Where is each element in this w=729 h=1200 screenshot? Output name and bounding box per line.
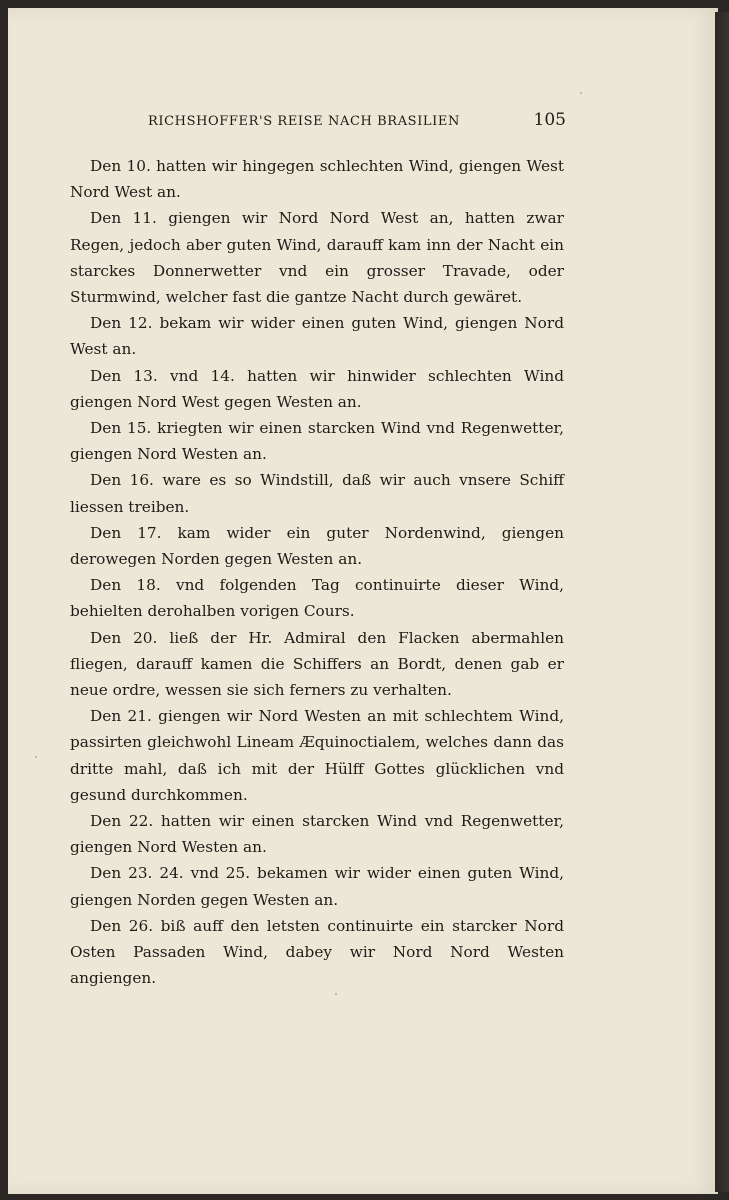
paragraph-den-23: Den 23. 24. vnd 25. bekamen wir wider einen guten Wind, giengen Norden gegen Westen an. bbox=[70, 864, 564, 909]
paper-fleck bbox=[580, 92, 582, 94]
page-edge-shadow bbox=[715, 12, 729, 1192]
body-text bbox=[70, 153, 564, 992]
paragraph-den-15: Den 15. kriegten wir einen starcken Wind vnd Regenwetter, giengen Nord Westen an. bbox=[70, 419, 564, 464]
book-page bbox=[8, 8, 718, 1194]
paragraph-den-17: Den 17. kam wider ein guter Nordenwind, giengen derowegen Norden gegen Westen an. bbox=[70, 523, 564, 569]
paper-fleck bbox=[335, 993, 337, 995]
page-number: 105 bbox=[533, 110, 566, 130]
paragraph-den-18: Den 18. vnd folgenden Tag continuirte dieser Wind, behielten derohalben vorigen Cours. bbox=[70, 576, 564, 621]
paragraph-den-13: Den 13. vnd 14. hatten wir hinwider schlechten Wind giengen Nord West gegen Westen an. bbox=[70, 366, 564, 411]
paragraph-den-21: Den 21. giengen wir Nord Westen an mit schlechtem Wind, passirten gleichwohl Lineam Æquinoctialem, welches dann das dritte mahl, daß ich mit der Hülff Gottes glücklichen vnd gesund durchkommen. bbox=[70, 707, 564, 804]
paragraph-den-10: Den 10. hatten wir hingegen schlechten Wind, giengen West Nord West an. bbox=[70, 157, 564, 202]
paragraph-den-12: Den 12. bekam wir wider einen guten Wind, giengen Nord West an. bbox=[70, 314, 564, 359]
running-title: RICHSHOFFER'S REISE NACH BRASILIEN bbox=[148, 114, 460, 129]
running-head bbox=[148, 110, 566, 132]
paragraph-den-20: Den 20. ließ der Hr. Admiral den Flacken abermahlen fliegen, darauff kamen die Schiffers an Bordt, denen gab er neue ordre, wessen sie sich ferners zu verhalten. bbox=[70, 628, 564, 700]
paragraph-den-11: Den 11. giengen wir Nord Nord West an, hatten zwar Regen, jedoch aber guten Wind, darauff kam inn der Nacht ein starckes Donnerwetter vnd ein grosser Travade, oder Sturmwind, welcher fast die gantze Nacht durch gewäret. bbox=[70, 209, 564, 307]
paragraph-den-16: Den 16. ware es so Windstill, daß wir auch vnsere Schiff liessen treiben. bbox=[70, 471, 564, 516]
paragraph-den-26: Den 26. biß auff den letsten continuirte ein starcker Nord Osten Passaden Wind, dabey wir Nord Nord Westen angiengen. bbox=[70, 916, 564, 988]
paper-fleck bbox=[35, 756, 37, 758]
paragraph-den-22: Den 22. hatten wir einen starcken Wind vnd Regenwetter, giengen Nord Westen an. bbox=[70, 812, 564, 857]
